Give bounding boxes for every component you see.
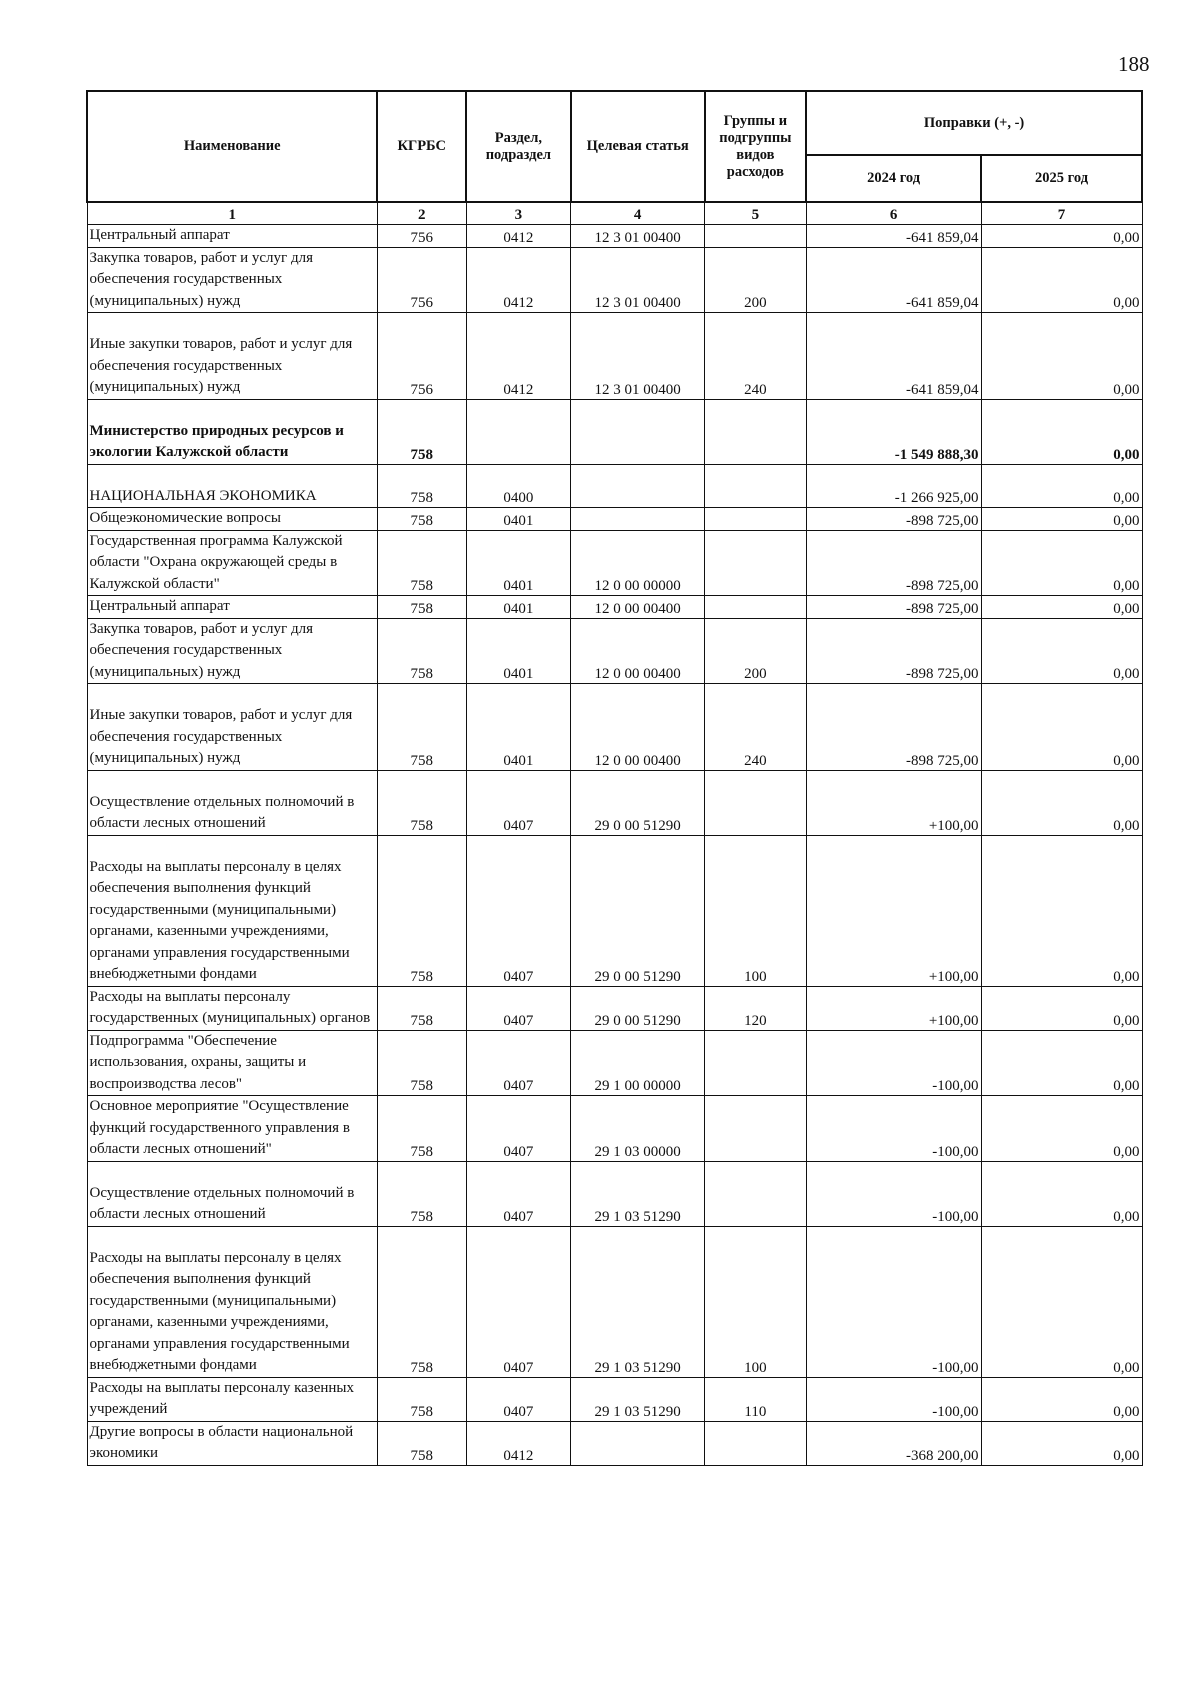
cell-target: 29 1 00 00000 bbox=[571, 1030, 705, 1096]
cell-group bbox=[705, 464, 807, 508]
table-row bbox=[87, 464, 1142, 508]
cell-name: Расходы на выплаты персоналу в целях обеспечения выполнения функций государственными (муниципальными) органами, казенными учреждениями, органами управления государственными внебюджетными фондами bbox=[87, 1226, 377, 1377]
cell-target: 12 3 01 00400 bbox=[571, 225, 705, 248]
cell-amount-2025: 0,00 bbox=[981, 1377, 1142, 1421]
cell-name: Расходы на выплаты персоналу государственных (муниципальных) органов bbox=[87, 986, 377, 1030]
table-row bbox=[87, 399, 1142, 464]
cell-amount-2025: 0,00 bbox=[981, 596, 1142, 619]
cell-group bbox=[705, 1096, 807, 1162]
cell-group bbox=[705, 596, 807, 619]
cell-amount-2025: 0,00 bbox=[981, 1096, 1142, 1162]
table-row bbox=[87, 1030, 1142, 1096]
cell-amount-2024: -100,00 bbox=[806, 1161, 981, 1226]
cell-name: Государственная программа Калужской области "Охрана окружающей среды в Калужской области" bbox=[87, 530, 377, 596]
cell-group: 100 bbox=[705, 1226, 807, 1377]
cell-target: 29 0 00 51290 bbox=[571, 986, 705, 1030]
cell-amount-2025: 0,00 bbox=[981, 618, 1142, 684]
cell-kgrbs: 758 bbox=[377, 530, 466, 596]
cell-kgrbs: 758 bbox=[377, 1161, 466, 1226]
cell-section: 0407 bbox=[466, 1096, 571, 1162]
cell-amount-2025: 0,00 bbox=[981, 247, 1142, 313]
page-number: 188 bbox=[1118, 52, 1150, 76]
cell-target: 12 3 01 00400 bbox=[571, 313, 705, 400]
cell-name: Иные закупки товаров, работ и услуг для обеспечения государственных (муниципальных) нужд bbox=[87, 684, 377, 771]
cell-name: Осуществление отдельных полномочий в области лесных отношений bbox=[87, 1161, 377, 1226]
table-row bbox=[87, 1226, 1142, 1377]
cell-kgrbs: 758 bbox=[377, 1096, 466, 1162]
cell-kgrbs: 758 bbox=[377, 508, 466, 531]
cell-amount-2024: -100,00 bbox=[806, 1226, 981, 1377]
cell-section: 0407 bbox=[466, 986, 571, 1030]
cell-target: 12 3 01 00400 bbox=[571, 247, 705, 313]
cell-amount-2024: -641 859,04 bbox=[806, 225, 981, 248]
col-header-kgrbs: КГРБС bbox=[377, 91, 466, 202]
budget-amendments-table bbox=[86, 90, 1143, 1466]
cell-amount-2024: -641 859,04 bbox=[806, 313, 981, 400]
cell-kgrbs: 758 bbox=[377, 596, 466, 619]
cell-name: Другие вопросы в области национальной экономики bbox=[87, 1421, 377, 1465]
cell-amount-2024: +100,00 bbox=[806, 770, 981, 835]
cell-target: 12 0 00 00400 bbox=[571, 618, 705, 684]
table-row bbox=[87, 835, 1142, 986]
cell-kgrbs: 758 bbox=[377, 1226, 466, 1377]
col-header-groups: Группы и подгруппы видов расходов bbox=[705, 91, 807, 202]
cell-group: 240 bbox=[705, 684, 807, 771]
cell-kgrbs: 756 bbox=[377, 313, 466, 400]
cell-target: 29 1 03 51290 bbox=[571, 1226, 705, 1377]
table-row bbox=[87, 1161, 1142, 1226]
cell-kgrbs: 758 bbox=[377, 1421, 466, 1465]
col-number: 5 bbox=[705, 202, 807, 225]
cell-target: 29 1 03 51290 bbox=[571, 1161, 705, 1226]
cell-section: 0407 bbox=[466, 1377, 571, 1421]
cell-kgrbs: 758 bbox=[377, 770, 466, 835]
cell-group bbox=[705, 225, 807, 248]
col-header-year-2025: 2025 год bbox=[981, 155, 1142, 202]
cell-kgrbs: 758 bbox=[377, 399, 466, 464]
cell-amount-2024: -100,00 bbox=[806, 1096, 981, 1162]
cell-section: 0400 bbox=[466, 464, 571, 508]
cell-section: 0407 bbox=[466, 1226, 571, 1377]
cell-target bbox=[571, 399, 705, 464]
cell-section: 0401 bbox=[466, 596, 571, 619]
cell-kgrbs: 756 bbox=[377, 225, 466, 248]
table-row bbox=[87, 225, 1142, 248]
cell-target: 12 0 00 00000 bbox=[571, 530, 705, 596]
cell-target bbox=[571, 508, 705, 531]
cell-amount-2025: 0,00 bbox=[981, 464, 1142, 508]
cell-kgrbs: 758 bbox=[377, 1030, 466, 1096]
cell-amount-2025: 0,00 bbox=[981, 1226, 1142, 1377]
cell-amount-2024: +100,00 bbox=[806, 986, 981, 1030]
cell-amount-2025: 0,00 bbox=[981, 835, 1142, 986]
cell-amount-2025: 0,00 bbox=[981, 1161, 1142, 1226]
cell-group: 240 bbox=[705, 313, 807, 400]
col-number: 6 bbox=[806, 202, 981, 225]
cell-group: 110 bbox=[705, 1377, 807, 1421]
cell-amount-2025: 0,00 bbox=[981, 313, 1142, 400]
table-row bbox=[87, 770, 1142, 835]
col-header-amendments: Поправки (+, -) bbox=[806, 91, 1142, 155]
cell-amount-2024: -1 266 925,00 bbox=[806, 464, 981, 508]
cell-amount-2025: 0,00 bbox=[981, 684, 1142, 771]
cell-group bbox=[705, 530, 807, 596]
cell-amount-2025: 0,00 bbox=[981, 399, 1142, 464]
cell-name: Осуществление отдельных полномочий в области лесных отношений bbox=[87, 770, 377, 835]
col-number: 3 bbox=[466, 202, 571, 225]
cell-section: 0412 bbox=[466, 225, 571, 248]
cell-amount-2025: 0,00 bbox=[981, 530, 1142, 596]
column-number-row bbox=[87, 202, 1142, 225]
cell-name: Министерство природных ресурсов и экологии Калужской области bbox=[87, 399, 377, 464]
table-row bbox=[87, 313, 1142, 400]
cell-section: 0401 bbox=[466, 508, 571, 531]
cell-group: 200 bbox=[705, 247, 807, 313]
table-body bbox=[87, 225, 1142, 1466]
cell-target: 29 1 03 51290 bbox=[571, 1377, 705, 1421]
cell-amount-2024: -898 725,00 bbox=[806, 530, 981, 596]
cell-section: 0407 bbox=[466, 770, 571, 835]
cell-target: 29 1 03 00000 bbox=[571, 1096, 705, 1162]
cell-name: Подпрограмма "Обеспечение использования, охраны, защиты и воспроизводства лесов" bbox=[87, 1030, 377, 1096]
cell-group bbox=[705, 1161, 807, 1226]
cell-name: НАЦИОНАЛЬНАЯ ЭКОНОМИКА bbox=[87, 464, 377, 508]
col-number: 1 bbox=[87, 202, 377, 225]
cell-amount-2025: 0,00 bbox=[981, 1421, 1142, 1465]
cell-group bbox=[705, 1421, 807, 1465]
cell-amount-2025: 0,00 bbox=[981, 770, 1142, 835]
cell-name: Общеэкономические вопросы bbox=[87, 508, 377, 531]
cell-group bbox=[705, 1030, 807, 1096]
cell-target: 12 0 00 00400 bbox=[571, 684, 705, 771]
cell-section: 0412 bbox=[466, 247, 571, 313]
cell-group: 200 bbox=[705, 618, 807, 684]
cell-kgrbs: 758 bbox=[377, 618, 466, 684]
cell-amount-2024: -100,00 bbox=[806, 1377, 981, 1421]
cell-section: 0407 bbox=[466, 1161, 571, 1226]
cell-name: Иные закупки товаров, работ и услуг для обеспечения государственных (муниципальных) нужд bbox=[87, 313, 377, 400]
cell-name: Центральный аппарат bbox=[87, 596, 377, 619]
cell-group bbox=[705, 508, 807, 531]
cell-amount-2025: 0,00 bbox=[981, 1030, 1142, 1096]
cell-amount-2024: -898 725,00 bbox=[806, 596, 981, 619]
cell-section: 0401 bbox=[466, 618, 571, 684]
col-header-target: Целевая статья bbox=[571, 91, 705, 202]
cell-amount-2024: -1 549 888,30 bbox=[806, 399, 981, 464]
cell-group bbox=[705, 399, 807, 464]
cell-name: Расходы на выплаты персоналу казенных учреждений bbox=[87, 1377, 377, 1421]
col-number: 2 bbox=[377, 202, 466, 225]
table-row bbox=[87, 986, 1142, 1030]
cell-group bbox=[705, 770, 807, 835]
cell-amount-2024: -898 725,00 bbox=[806, 684, 981, 771]
cell-name: Основное мероприятие "Осуществление функций государственного управления в области лесных отношений" bbox=[87, 1096, 377, 1162]
cell-kgrbs: 758 bbox=[377, 835, 466, 986]
cell-section: 0412 bbox=[466, 313, 571, 400]
cell-amount-2024: -100,00 bbox=[806, 1030, 981, 1096]
col-number: 7 bbox=[981, 202, 1142, 225]
table-row bbox=[87, 1421, 1142, 1465]
cell-section bbox=[466, 399, 571, 464]
table-row bbox=[87, 684, 1142, 771]
cell-section: 0407 bbox=[466, 835, 571, 986]
cell-section: 0407 bbox=[466, 1030, 571, 1096]
cell-target: 29 0 00 51290 bbox=[571, 835, 705, 986]
cell-amount-2025: 0,00 bbox=[981, 986, 1142, 1030]
table-row bbox=[87, 247, 1142, 313]
cell-group: 100 bbox=[705, 835, 807, 986]
cell-name: Расходы на выплаты персоналу в целях обеспечения выполнения функций государственными (муниципальными) органами, казенными учреждениями, органами управления государственными внебюджетными фондами bbox=[87, 835, 377, 986]
cell-name: Закупка товаров, работ и услуг для обеспечения государственных (муниципальных) нужд bbox=[87, 618, 377, 684]
cell-target bbox=[571, 464, 705, 508]
cell-target bbox=[571, 1421, 705, 1465]
cell-amount-2024: -898 725,00 bbox=[806, 618, 981, 684]
cell-target: 29 0 00 51290 bbox=[571, 770, 705, 835]
cell-section: 0401 bbox=[466, 530, 571, 596]
cell-amount-2025: 0,00 bbox=[981, 225, 1142, 248]
cell-kgrbs: 758 bbox=[377, 684, 466, 771]
col-header-year-2024: 2024 год bbox=[806, 155, 981, 202]
cell-amount-2024: -641 859,04 bbox=[806, 247, 981, 313]
cell-amount-2025: 0,00 bbox=[981, 508, 1142, 531]
cell-name: Центральный аппарат bbox=[87, 225, 377, 248]
cell-name: Закупка товаров, работ и услуг для обеспечения государственных (муниципальных) нужд bbox=[87, 247, 377, 313]
table-row bbox=[87, 530, 1142, 596]
col-number: 4 bbox=[571, 202, 705, 225]
table-row bbox=[87, 1377, 1142, 1421]
col-header-section: Раздел, подраздел bbox=[466, 91, 571, 202]
cell-kgrbs: 758 bbox=[377, 1377, 466, 1421]
cell-group: 120 bbox=[705, 986, 807, 1030]
cell-section: 0401 bbox=[466, 684, 571, 771]
table-row bbox=[87, 1096, 1142, 1162]
cell-kgrbs: 756 bbox=[377, 247, 466, 313]
cell-amount-2024: -368 200,00 bbox=[806, 1421, 981, 1465]
cell-target: 12 0 00 00400 bbox=[571, 596, 705, 619]
table-row bbox=[87, 596, 1142, 619]
cell-amount-2024: -898 725,00 bbox=[806, 508, 981, 531]
col-header-name: Наименование bbox=[87, 91, 377, 202]
cell-kgrbs: 758 bbox=[377, 986, 466, 1030]
cell-amount-2024: +100,00 bbox=[806, 835, 981, 986]
table-row bbox=[87, 618, 1142, 684]
cell-kgrbs: 758 bbox=[377, 464, 466, 508]
table-row bbox=[87, 508, 1142, 531]
cell-section: 0412 bbox=[466, 1421, 571, 1465]
